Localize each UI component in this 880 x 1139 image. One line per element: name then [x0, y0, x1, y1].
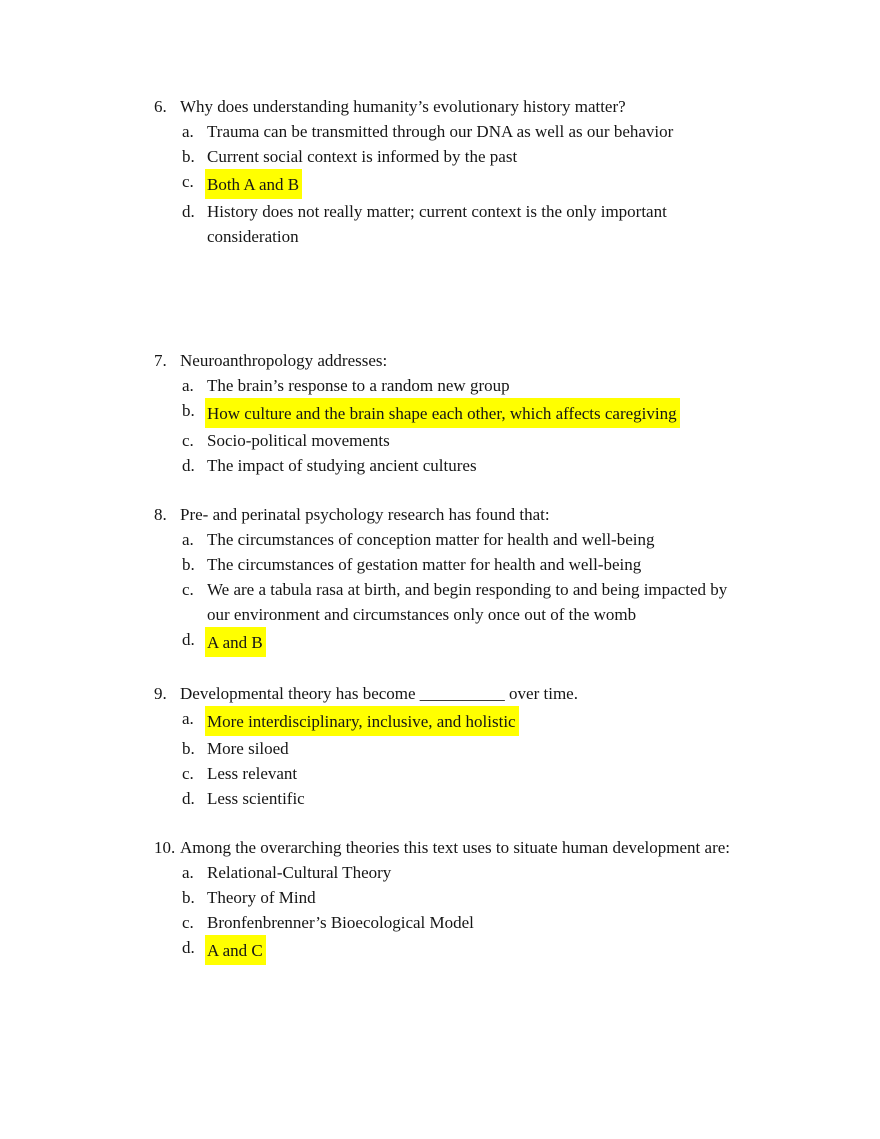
option-letter: b.	[182, 555, 195, 574]
option-letter: a.	[182, 530, 194, 549]
option-text: The impact of studying ancient cultures	[207, 456, 477, 475]
question	[154, 835, 780, 965]
option-letter: d.	[182, 938, 195, 957]
option-letter: d.	[182, 456, 195, 475]
option-text: The circumstances of conception matter for health and well-being	[207, 530, 655, 549]
option-text-highlighted: Both A and B	[205, 169, 302, 199]
answer-option	[182, 199, 780, 249]
option-letter: b.	[182, 739, 195, 758]
option-text: The brain’s response to a random new group	[207, 376, 510, 395]
answer-option	[182, 786, 780, 811]
option-letter: c.	[182, 172, 194, 191]
option-letter: b.	[182, 888, 195, 907]
options-list	[154, 860, 780, 965]
option-text-highlighted: A and C	[205, 935, 266, 965]
answer-option	[182, 706, 780, 736]
option-text: Theory of Mind	[207, 888, 316, 907]
option-letter: c.	[182, 913, 194, 932]
option-letter: c.	[182, 764, 194, 783]
option-letter: a.	[182, 122, 194, 141]
question	[154, 94, 780, 249]
answer-option	[182, 860, 780, 885]
option-text: The circumstances of gestation matter for health and well-being	[207, 555, 642, 574]
answer-option	[182, 144, 780, 169]
answer-option	[182, 627, 780, 657]
question	[154, 348, 780, 478]
option-letter: a.	[182, 709, 194, 728]
answer-option	[182, 527, 780, 552]
question-stem	[154, 94, 780, 119]
question-text: Developmental theory has become __________ over time.	[180, 684, 578, 703]
answer-option	[182, 428, 780, 453]
answer-option	[182, 885, 780, 910]
option-text: More siloed	[207, 739, 289, 758]
answer-option	[182, 169, 780, 199]
question-text: Among the overarching theories this text uses to situate human development are:	[180, 838, 730, 857]
option-text: Current social context is informed by the past	[207, 147, 518, 166]
option-letter: c.	[182, 580, 194, 599]
question-list	[154, 94, 780, 965]
question-text: Neuroanthropology addresses:	[180, 351, 388, 370]
question-stem	[154, 835, 780, 860]
question-text: Pre- and perinatal psychology research has found that:	[180, 505, 550, 524]
option-text: We are a tabula rasa at birth, and begin responding to and being impacted by our environment and circumstances only once out of the womb	[207, 580, 728, 624]
options-list	[154, 706, 780, 811]
answer-option	[182, 373, 780, 398]
option-text: Less scientific	[207, 789, 305, 808]
answer-option	[182, 119, 780, 144]
options-list	[154, 373, 780, 478]
option-text-highlighted: More interdisciplinary, inclusive, and holistic	[205, 706, 519, 736]
option-text: Less relevant	[207, 764, 298, 783]
question	[154, 502, 780, 657]
option-letter: d.	[182, 630, 195, 649]
option-text: History does not really matter; current context is the only important consideration	[207, 202, 667, 246]
answer-option	[182, 398, 780, 428]
options-list	[154, 119, 780, 249]
option-text: Socio-political movements	[207, 431, 390, 450]
question-number: 10.	[154, 838, 176, 857]
question	[154, 681, 780, 811]
answer-option	[182, 552, 780, 577]
options-list	[154, 527, 780, 657]
answer-option	[182, 453, 780, 478]
answer-option	[182, 736, 780, 761]
question-number: 7.	[154, 351, 167, 370]
question-number: 8.	[154, 505, 167, 524]
option-text: Relational-Cultural Theory	[207, 863, 392, 882]
question-number: 6.	[154, 97, 167, 116]
option-letter: a.	[182, 863, 194, 882]
option-letter: d.	[182, 789, 195, 808]
question-text: Why does understanding humanity’s evolutionary history matter?	[180, 97, 626, 116]
answer-option	[182, 935, 780, 965]
option-text-highlighted: A and B	[205, 627, 266, 657]
answer-option	[182, 761, 780, 786]
option-letter: d.	[182, 202, 195, 221]
option-text-highlighted: How culture and the brain shape each other, which affects caregiving	[205, 398, 680, 428]
option-letter: b.	[182, 401, 195, 420]
question-stem	[154, 502, 780, 527]
answer-option	[182, 910, 780, 935]
question-stem	[154, 681, 780, 706]
option-letter: a.	[182, 376, 194, 395]
option-text: Bronfenbrenner’s Bioecological Model	[207, 913, 474, 932]
question-number: 9.	[154, 684, 167, 703]
option-letter: c.	[182, 431, 194, 450]
question-stem	[154, 348, 780, 373]
answer-option	[182, 577, 780, 627]
option-text: Trauma can be transmitted through our DNA as well as our behavior	[207, 122, 674, 141]
option-letter: b.	[182, 147, 195, 166]
